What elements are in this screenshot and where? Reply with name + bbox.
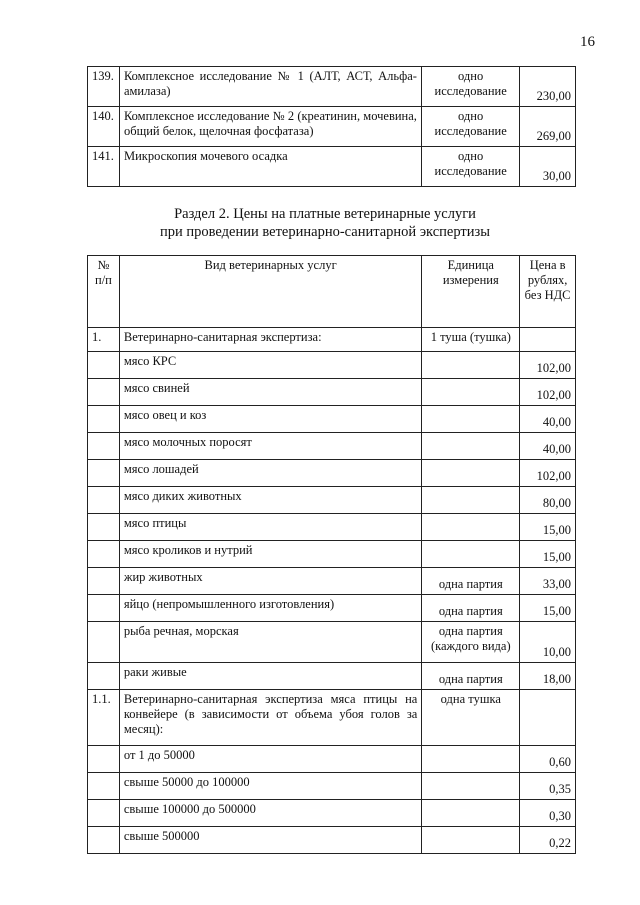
price-cell: 40,00 <box>520 406 576 433</box>
service-name: мясо кроликов и нутрий <box>119 541 422 568</box>
section-title <box>90 205 560 241</box>
header-price: Цена в рублях, без НДС <box>520 256 576 328</box>
service-name: мясо лошадей <box>119 460 422 487</box>
price-cell: 30,00 <box>520 147 576 187</box>
service-name: мясо птицы <box>119 514 422 541</box>
row-number <box>88 622 120 663</box>
table-row <box>88 67 576 107</box>
price-table-continued <box>87 66 576 187</box>
vet-services-price-table <box>87 255 576 854</box>
service-name: яйцо (непромышленного изготовления) <box>119 595 422 622</box>
unit-cell: одна партия <box>422 595 520 622</box>
table-row <box>88 352 576 379</box>
service-name: мясо диких животных <box>119 487 422 514</box>
unit-cell <box>422 746 520 773</box>
unit-cell <box>422 487 520 514</box>
row-number <box>88 663 120 690</box>
price-cell: 33,00 <box>520 568 576 595</box>
service-name: Комплексное исследование № 2 (креатинин, мочевина, общий белок, щелочная фосфатаза) <box>119 107 421 147</box>
unit-cell <box>422 514 520 541</box>
table-row <box>88 328 576 352</box>
service-name: жир животных <box>119 568 422 595</box>
service-name: раки живые <box>119 663 422 690</box>
header-service: Вид ветеринарных услуг <box>119 256 422 328</box>
service-name: свыше 50000 до 100000 <box>119 773 422 800</box>
service-name: свыше 500000 <box>119 827 422 854</box>
table-row <box>88 690 576 746</box>
table-row <box>88 746 576 773</box>
price-cell: 80,00 <box>520 487 576 514</box>
row-number <box>88 514 120 541</box>
service-name: мясо овец и коз <box>119 406 422 433</box>
price-cell: 40,00 <box>520 433 576 460</box>
row-number: 1. <box>88 328 120 352</box>
unit-cell: одна партия (каждого вида) <box>422 622 520 663</box>
row-number <box>88 460 120 487</box>
table-row <box>88 800 576 827</box>
table-row <box>88 827 576 854</box>
row-number: 141. <box>88 147 120 187</box>
price-cell: 18,00 <box>520 663 576 690</box>
row-number <box>88 379 120 406</box>
table-row <box>88 379 576 406</box>
unit-cell: 1 туша (тушка) <box>422 328 520 352</box>
price-cell: 15,00 <box>520 595 576 622</box>
unit-cell <box>422 773 520 800</box>
price-cell: 102,00 <box>520 352 576 379</box>
service-name: Ветеринарно-санитарная экспертиза: <box>119 328 422 352</box>
unit-cell: одна партия <box>422 663 520 690</box>
price-cell: 0,60 <box>520 746 576 773</box>
row-number: 1.1. <box>88 690 120 746</box>
unit-cell <box>422 406 520 433</box>
unit-cell <box>422 352 520 379</box>
table-row <box>88 514 576 541</box>
row-number <box>88 800 120 827</box>
price-cell: 102,00 <box>520 460 576 487</box>
unit-cell <box>422 379 520 406</box>
row-number <box>88 406 120 433</box>
table-row <box>88 433 576 460</box>
unit-cell: одна тушка <box>422 690 520 746</box>
price-cell: 0,30 <box>520 800 576 827</box>
row-number <box>88 352 120 379</box>
unit-cell: одно исследование <box>421 107 519 147</box>
service-name: мясо свиней <box>119 379 422 406</box>
price-cell: 15,00 <box>520 541 576 568</box>
unit-cell <box>422 460 520 487</box>
table-row <box>88 663 576 690</box>
section-title-line-1: Раздел 2. Цены на платные ветеринарные услуги <box>174 206 476 222</box>
table-row <box>88 541 576 568</box>
table-row <box>88 568 576 595</box>
unit-cell: одно исследование <box>421 147 519 187</box>
section-title-line-2: при проведении ветеринарно-санитарной экспертизы <box>160 224 490 240</box>
service-name: Комплексное исследование № 1 (АЛТ, АСТ, Альфа-амилаза) <box>119 67 421 107</box>
service-name: Ветеринарно-санитарная экспертиза мяса птицы на конвейере (в зависимости от объема убоя голов за месяц): <box>119 690 422 746</box>
price-cell: 102,00 <box>520 379 576 406</box>
price-cell: 269,00 <box>520 107 576 147</box>
row-number <box>88 827 120 854</box>
unit-cell <box>422 800 520 827</box>
row-number <box>88 487 120 514</box>
service-name: от 1 до 50000 <box>119 746 422 773</box>
row-number <box>88 433 120 460</box>
table-row <box>88 406 576 433</box>
row-number: 139. <box>88 67 120 107</box>
service-name: рыба речная, морская <box>119 622 422 663</box>
unit-cell: одно исследование <box>421 67 519 107</box>
row-number <box>88 568 120 595</box>
table-row <box>88 460 576 487</box>
unit-cell <box>422 827 520 854</box>
page-number: 16 <box>580 34 595 50</box>
unit-cell: одна партия <box>422 568 520 595</box>
table-row <box>88 487 576 514</box>
price-cell: 0,22 <box>520 827 576 854</box>
unit-cell <box>422 541 520 568</box>
row-number <box>88 773 120 800</box>
header-num: № п/п <box>88 256 120 328</box>
price-cell: 10,00 <box>520 622 576 663</box>
table-row <box>88 107 576 147</box>
service-name: мясо КРС <box>119 352 422 379</box>
row-number: 140. <box>88 107 120 147</box>
service-name: свыше 100000 до 500000 <box>119 800 422 827</box>
price-cell <box>520 690 576 746</box>
price-cell <box>520 328 576 352</box>
row-number <box>88 595 120 622</box>
table-row <box>88 622 576 663</box>
price-cell: 230,00 <box>520 67 576 107</box>
service-name: мясо молочных поросят <box>119 433 422 460</box>
price-cell: 15,00 <box>520 514 576 541</box>
table-row <box>88 147 576 187</box>
service-name: Микроскопия мочевого осадка <box>119 147 421 187</box>
header-unit: Единица измерения <box>422 256 520 328</box>
table-row <box>88 595 576 622</box>
table-row <box>88 773 576 800</box>
row-number <box>88 541 120 568</box>
unit-cell <box>422 433 520 460</box>
row-number <box>88 746 120 773</box>
table-header-row <box>88 256 576 328</box>
price-cell: 0,35 <box>520 773 576 800</box>
